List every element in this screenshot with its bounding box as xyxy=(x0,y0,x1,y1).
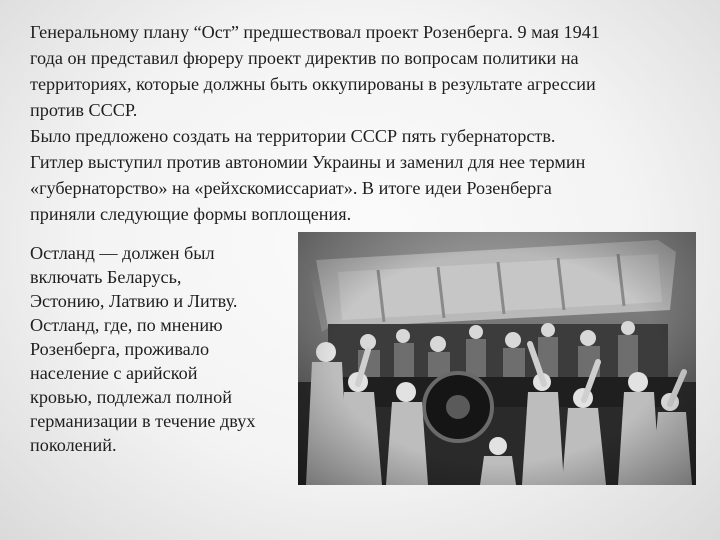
ostland-line: германизации в течение двух xyxy=(30,411,256,431)
historical-photo xyxy=(298,232,696,485)
ostland-line: Розенберга, проживало xyxy=(30,339,210,359)
intro-line: территориях, которые должны быть оккупированы в результате агрессии xyxy=(30,74,596,94)
ostland-line: население с арийской xyxy=(30,363,198,383)
ostland-line: Эстонию, Латвию и Литву. xyxy=(30,291,238,311)
ostland-line: включать Беларусь, xyxy=(30,267,182,287)
intro-line: Генеральному плану “Ост” предшествовал проект Розенберга. 9 мая 1941 xyxy=(30,22,600,42)
intro-paragraph xyxy=(30,19,700,227)
intro-line: «губернаторство» на «рейхскомиссариат». В итоге идеи Розенберга xyxy=(30,178,552,198)
intro-line: года он представил фюреру проект директив по вопросам политики на xyxy=(30,48,579,68)
photo-illustration xyxy=(298,232,696,485)
ostland-line: кровью, подлежал полной xyxy=(30,387,232,407)
ostland-paragraph xyxy=(30,241,292,457)
ostland-line: Остланд — должен был xyxy=(30,243,215,263)
intro-line: против СССР. xyxy=(30,100,138,120)
ostland-line: Остланд, где, по мнению xyxy=(30,315,223,335)
intro-line: Было предложено создать на территории СССР пять губернаторств. xyxy=(30,126,556,146)
intro-line: Гитлер выступил против автономии Украины и заменил для нее термин xyxy=(30,152,586,172)
ostland-line: поколений. xyxy=(30,435,117,455)
intro-line: приняли следующие формы воплощения. xyxy=(30,204,352,224)
